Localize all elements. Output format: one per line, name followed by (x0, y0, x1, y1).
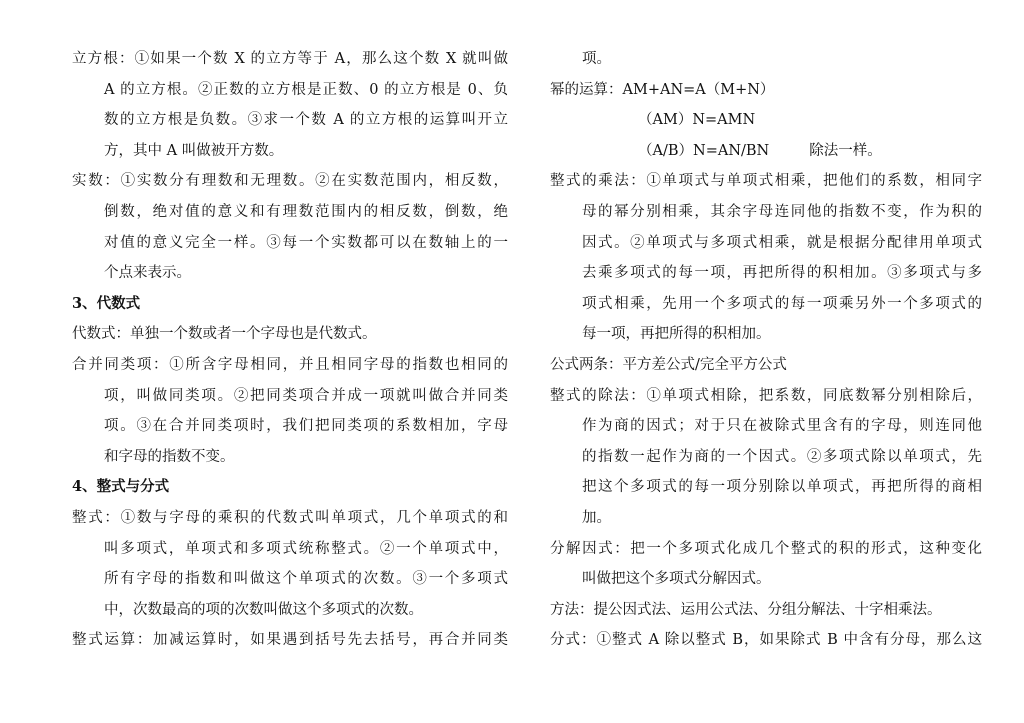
line-text: 方，其中 A 叫做被开方数。 (104, 142, 284, 159)
left-text-line (72, 75, 508, 106)
right-text-line (550, 411, 982, 442)
right-text-line (550, 595, 982, 626)
right-text-line (550, 105, 982, 136)
line-text: （A/B）N=AN/BN (638, 142, 770, 159)
right-text-line (550, 381, 982, 412)
right-column (550, 44, 982, 656)
left-text-line (72, 411, 508, 442)
line-text: 项式相乘，先用一个多项式的每一项乘另外一个多项式的 (582, 295, 982, 312)
right-text-line (550, 289, 982, 320)
line-text: 4、整式与分式 (72, 478, 170, 496)
right-text-line (550, 166, 982, 197)
section-heading (72, 472, 508, 503)
left-text-line (72, 564, 508, 595)
line-text: 项。③在合并同类项时，我们把同类项的系数相加，字母 (104, 418, 508, 435)
line-text: 分解因式：把一个多项式化成几个整式的积的形式，这种变化 (550, 540, 982, 557)
left-text-line (72, 319, 508, 350)
line-text: 公式两条：平方差公式/完全平方公式 (550, 356, 787, 373)
line-text: （AM）N=AMN (638, 112, 756, 129)
line-text: 因式。②单项式与多项式相乘，就是根据分配律用单项式 (582, 234, 982, 251)
right-text-line (550, 258, 982, 289)
left-text-line (72, 197, 508, 228)
line-text: 合并同类项：①所含字母相同，并且相同字母的指数也相同的 (72, 356, 508, 373)
left-text-line (72, 534, 508, 565)
line-text: 个点来表示。 (104, 265, 191, 282)
line-text: 把这个多项式的每一项分别除以单项式，再把所得的商相 (582, 479, 982, 496)
right-text-line (550, 625, 982, 656)
right-text-line (550, 534, 982, 565)
line-text: 叫多项式，单项式和多项式统称整式。②一个单项式中， (104, 540, 508, 557)
line-text: 加。 (582, 509, 611, 526)
line-text: 整式：①数与字母的乘积的代数式叫单项式，几个单项式的和 (72, 509, 508, 526)
section-heading (72, 289, 508, 320)
right-text-line (550, 197, 982, 228)
line-suffix: 除法一样。 (809, 142, 882, 159)
line-text: 立方根：①如果一个数 X 的立方等于 A，那么这个数 X 就叫做 (72, 51, 508, 67)
left-column (72, 44, 508, 656)
left-text-line (72, 105, 508, 136)
line-text: 分式：①整式 A 除以整式 B，如果除式 B 中含有分母，那么这 (550, 632, 982, 649)
left-text-line (72, 442, 508, 473)
right-text-line (550, 319, 982, 350)
line-text: 3、代数式 (72, 294, 141, 312)
line-text: 实数：①实数分有理数和无理数。②在实数范围内，相反数， (72, 173, 508, 190)
line-text: A 的立方根。②正数的立方根是正数、0 的立方根是 0、负 (104, 81, 508, 98)
line-text: 中，次数最高的项的次数叫做这个多项式的次数。 (104, 601, 423, 618)
left-text-line (72, 166, 508, 197)
left-text-line (72, 258, 508, 289)
line-text: 数的立方根是负数。③求一个数 A 的立方根的运算叫开立 (104, 112, 508, 129)
right-text-line (550, 442, 982, 473)
line-text: 整式运算：加减运算时，如果遇到括号先去括号，再合并同类 (72, 632, 508, 649)
right-text-line (550, 472, 982, 503)
line-text: 代数式：单独一个数或者一个字母也是代数式。 (72, 326, 377, 343)
line-text: 去乘多项式的每一项，再把所得的积相加。③多项式与多 (582, 265, 982, 282)
left-text-line (72, 228, 508, 259)
line-text: 项，叫做同类项。②把同类项合并成一项就叫做合并同类 (104, 387, 508, 404)
line-text: 和字母的指数不变。 (104, 448, 235, 465)
right-text-line (550, 44, 982, 75)
line-text: 所有字母的指数和叫做这个单项式的次数。③一个多项式 (104, 571, 508, 588)
right-text-line (550, 136, 982, 167)
line-text: 对值的意义完全一样。③每一个实数都可以在数轴上的一 (104, 234, 508, 251)
right-text-line (550, 228, 982, 259)
right-text-line (550, 503, 982, 534)
left-text-line (72, 503, 508, 534)
left-text-line (72, 381, 508, 412)
line-text: 叫做把这个多项式分解因式。 (582, 571, 771, 588)
line-text: 幂的运算：AM+AN=A（M+N） (550, 81, 775, 98)
right-text-line (550, 564, 982, 595)
right-text-line (550, 350, 982, 381)
line-text: 整式的除法：①单项式相除，把系数，同底数幂分别相除后， (550, 387, 982, 404)
left-text-line (72, 625, 508, 656)
left-text-line (72, 44, 508, 75)
line-text: 每一项，再把所得的积相加。 (582, 326, 771, 343)
left-text-line (72, 136, 508, 167)
line-text: 的指数一起作为商的一个因式。②多项式除以单项式，先 (582, 448, 982, 465)
line-text: 作为商的因式；对于只在被除式里含有的字母，则连同他 (582, 418, 982, 435)
line-text: 整式的乘法：①单项式与单项式相乘，把他们的系数，相同字 (550, 173, 982, 190)
line-text: 母的幂分别相乘，其余字母连同他的指数不变，作为积的 (582, 203, 982, 220)
line-text: 方法：提公因式法、运用公式法、分组分解法、十字相乘法。 (550, 601, 942, 618)
right-text-line (550, 75, 982, 106)
line-text: 项。 (582, 51, 611, 67)
line-text: 倒数，绝对值的意义和有理数范围内的相反数，倒数，绝 (104, 203, 508, 220)
left-text-line (72, 595, 508, 626)
left-text-line (72, 350, 508, 381)
